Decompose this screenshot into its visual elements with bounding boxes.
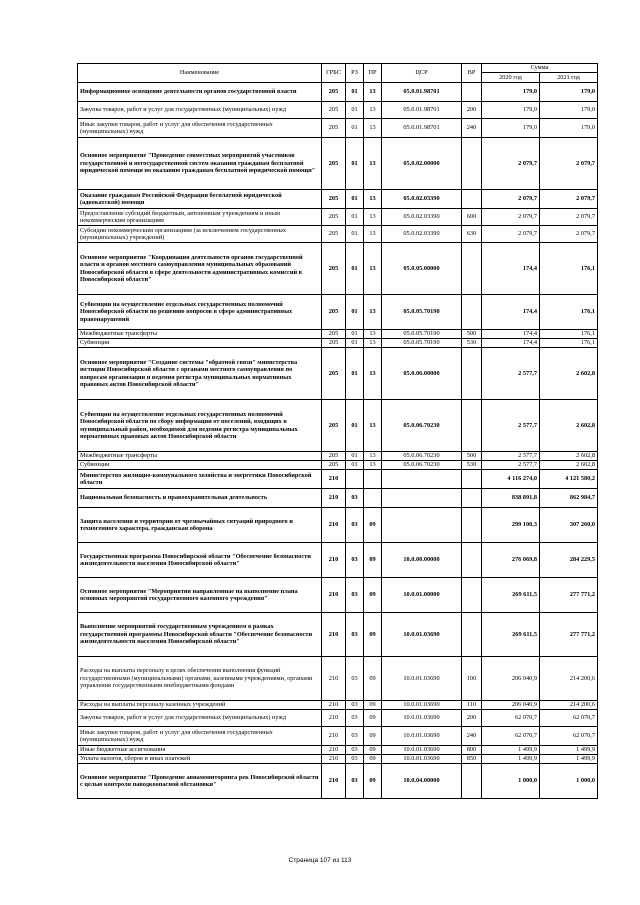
row-csr: 10.0.04.00000	[382, 764, 462, 799]
row-vr	[462, 295, 482, 330]
table-row	[78, 508, 598, 543]
header-csr: ЦСР	[382, 64, 462, 83]
row-name: Субвенции на осуществление отдельных государственных полномочий Новосибирской области по решению вопросов в сфере административных правонарушений	[78, 295, 322, 330]
row-grbs: 210	[322, 489, 346, 508]
row-vr: 200	[462, 710, 482, 727]
row-sum-2020: 2 079,7	[482, 209, 540, 226]
row-grbs: 205	[322, 190, 346, 209]
row-vr: 200	[462, 102, 482, 119]
row-pr: 13	[364, 452, 382, 461]
row-name: Национальная безопасность и правоохранительная деятельность	[78, 489, 322, 508]
header-vr: ВР	[462, 64, 482, 83]
row-rz: 01	[346, 138, 364, 190]
table-row	[78, 243, 598, 295]
row-sum-2021: 1 499,9	[540, 746, 598, 755]
row-name: Основное мероприятие "Координация деятельности органов государственной власти и органов местного самоуправления муниципальных образований Новосибирской области в сфере деятельности административных комиссий в Новосибирской области"	[78, 243, 322, 295]
row-pr: 13	[364, 119, 382, 138]
row-sum-2020: 838 891,8	[482, 489, 540, 508]
row-grbs: 210	[322, 578, 346, 613]
header-rz: РЗ	[346, 64, 364, 83]
row-grbs: 210	[322, 746, 346, 755]
row-pr: 13	[364, 102, 382, 119]
row-csr: 10.0.01.03690	[382, 727, 462, 746]
row-rz: 03	[346, 489, 364, 508]
row-rz: 03	[346, 543, 364, 578]
row-sum-2020: 179,0	[482, 102, 540, 119]
row-sum-2020: 2 079,7	[482, 226, 540, 243]
table-row	[78, 746, 598, 755]
row-sum-2021: 277 771,2	[540, 613, 598, 657]
row-pr: 13	[364, 348, 382, 400]
row-name: Субсидии некоммерческим организациям (за исключением государственных (муниципальных) учреждений)	[78, 226, 322, 243]
row-rz: 01	[346, 209, 364, 226]
row-pr: 09	[364, 727, 382, 746]
row-name: Межбюджетные трансферты	[78, 330, 322, 339]
row-name: Иные закупки товаров, работ и услуг для обеспечения государственных (муниципальных) нужд	[78, 119, 322, 138]
row-name: Информационное освещение деятельности органов государственной власти	[78, 83, 322, 102]
row-grbs: 205	[322, 348, 346, 400]
row-sum-2020: 1 499,9	[482, 755, 540, 764]
row-name: Межбюджетные трансферты	[78, 452, 322, 461]
header-pr: ПР	[364, 64, 382, 83]
table-row	[78, 400, 598, 452]
row-vr: 530	[462, 461, 482, 470]
table-row	[78, 755, 598, 764]
table-row	[78, 83, 598, 102]
table-row	[78, 190, 598, 209]
row-csr: 05.0.05.70190	[382, 339, 462, 348]
row-sum-2021: 2 602,8	[540, 461, 598, 470]
row-sum-2021: 176,1	[540, 295, 598, 330]
row-vr: 100	[462, 657, 482, 701]
row-rz: 01	[346, 295, 364, 330]
row-vr: 240	[462, 727, 482, 746]
row-csr: 10.0.01.03690	[382, 710, 462, 727]
row-sum-2020: 62 070,7	[482, 710, 540, 727]
row-grbs: 210	[322, 727, 346, 746]
table-row	[78, 727, 598, 746]
row-sum-2021: 62 070,7	[540, 710, 598, 727]
row-sum-2020: 206 040,9	[482, 657, 540, 701]
row-csr: 05.0.05.70190	[382, 330, 462, 339]
row-sum-2021: 2 079,7	[540, 209, 598, 226]
row-csr: 05.0.01.98701	[382, 119, 462, 138]
row-vr	[462, 138, 482, 190]
row-name: Выполнение мероприятий государственным учреждением в рамках государственной программы Новосибирской области "Обеспечение безопасности жизнедеятельности населения Новосибирской области"	[78, 613, 322, 657]
row-rz: 03	[346, 508, 364, 543]
row-csr: 10.0.00.00000	[382, 543, 462, 578]
row-csr: 10.0.01.03690	[382, 657, 462, 701]
row-name: Расходы на выплаты персоналу в целях обеспечения выполнения функций государственными (муниципальными) органами, казенными учреждениями, органами управления государственными внебюджетными фондами	[78, 657, 322, 701]
row-pr: 09	[364, 755, 382, 764]
row-csr	[382, 470, 462, 489]
row-sum-2021: 4 121 580,2	[540, 470, 598, 489]
row-grbs: 205	[322, 83, 346, 102]
row-name: Иные закупки товаров, работ и услуг для обеспечения государственных (муниципальных) нужд	[78, 727, 322, 746]
header-name: Наименование	[78, 64, 322, 83]
row-sum-2021: 1 000,0	[540, 764, 598, 799]
table-row	[78, 764, 598, 799]
row-rz: 01	[346, 243, 364, 295]
row-pr: 13	[364, 226, 382, 243]
row-csr: 05.0.06.70230	[382, 400, 462, 452]
row-rz: 01	[346, 330, 364, 339]
row-rz: 01	[346, 461, 364, 470]
row-vr	[462, 83, 482, 102]
row-sum-2021: 2 079,7	[540, 190, 598, 209]
table-row	[78, 613, 598, 657]
row-grbs: 210	[322, 470, 346, 489]
header-grbs: ГРБС	[322, 64, 346, 83]
row-grbs: 205	[322, 330, 346, 339]
row-csr: 05.0.06.70230	[382, 461, 462, 470]
row-pr: 13	[364, 400, 382, 452]
row-rz: 01	[346, 190, 364, 209]
table-row	[78, 102, 598, 119]
row-sum-2020: 179,0	[482, 83, 540, 102]
row-rz: 01	[346, 102, 364, 119]
row-sum-2021: 214 200,6	[540, 701, 598, 710]
row-grbs: 210	[322, 613, 346, 657]
row-name: Уплата налогов, сборов и иных платежей	[78, 755, 322, 764]
row-rz: 01	[346, 452, 364, 461]
row-pr: 13	[364, 339, 382, 348]
row-csr: 05.0.05.70190	[382, 295, 462, 330]
row-sum-2020: 4 116 274,0	[482, 470, 540, 489]
row-rz: 03	[346, 746, 364, 755]
row-grbs: 210	[322, 710, 346, 727]
table-row	[78, 710, 598, 727]
row-name: Закупка товаров, работ и услуг для государственных (муниципальных) нужд	[78, 710, 322, 727]
row-sum-2021: 62 070,7	[540, 727, 598, 746]
header-2021: 2021 год	[540, 73, 598, 83]
row-vr	[462, 243, 482, 295]
row-grbs: 205	[322, 209, 346, 226]
row-sum-2020: 1 499,9	[482, 746, 540, 755]
table-row	[78, 209, 598, 226]
row-csr: 05.0.02.03390	[382, 226, 462, 243]
row-vr	[462, 400, 482, 452]
row-name: Основное мероприятие "Проведение совместных мероприятий участников государственной и негосударственной систем оказания гражданам бесплатной юридической помощи по оказанию гражданам бесплатной юридической помощи"	[78, 138, 322, 190]
row-pr: 13	[364, 461, 382, 470]
row-csr: 05.0.01.98701	[382, 83, 462, 102]
row-sum-2020: 2 079,7	[482, 138, 540, 190]
row-sum-2020: 1 000,0	[482, 764, 540, 799]
row-name: Основное мероприятие "Создание системы "обратной связи" министерства юстиции Новосибирской области с органами местного самоуправления по вопросам организации и ведения регистра муниципальных нормативных правовых актов Новосибирской области"	[78, 348, 322, 400]
row-grbs: 205	[322, 243, 346, 295]
row-vr: 500	[462, 452, 482, 461]
row-pr: 13	[364, 209, 382, 226]
row-pr: 09	[364, 764, 382, 799]
row-csr: 05.0.02.03390	[382, 209, 462, 226]
row-pr: 09	[364, 710, 382, 727]
row-csr: 10.0.01.03690	[382, 755, 462, 764]
row-vr: 240	[462, 119, 482, 138]
row-rz: 03	[346, 764, 364, 799]
table-row	[78, 295, 598, 330]
row-sum-2021: 2 602,8	[540, 452, 598, 461]
row-name: Субвенции	[78, 339, 322, 348]
row-sum-2021: 284 229,5	[540, 543, 598, 578]
row-rz: 01	[346, 400, 364, 452]
table-row	[78, 138, 598, 190]
table-body	[78, 83, 598, 799]
row-sum-2021: 176,1	[540, 243, 598, 295]
row-sum-2020: 174,4	[482, 339, 540, 348]
header-sum: Сумма	[482, 64, 598, 73]
row-sum-2021: 307 260,0	[540, 508, 598, 543]
row-pr: 13	[364, 190, 382, 209]
row-csr: 05.0.06.00000	[382, 348, 462, 400]
budget-table	[77, 63, 598, 799]
row-pr: 13	[364, 138, 382, 190]
table-row	[78, 119, 598, 138]
row-sum-2020: 2 577,7	[482, 461, 540, 470]
row-rz: 01	[346, 226, 364, 243]
row-sum-2020: 276 069,8	[482, 543, 540, 578]
row-vr	[462, 543, 482, 578]
row-grbs: 210	[322, 508, 346, 543]
row-vr	[462, 470, 482, 489]
row-sum-2021: 176,1	[540, 339, 598, 348]
row-csr	[382, 508, 462, 543]
row-csr: 05.0.02.03390	[382, 190, 462, 209]
row-vr	[462, 578, 482, 613]
row-sum-2020: 2 079,7	[482, 190, 540, 209]
row-name: Предоставление субсидий бюджетным, автономным учреждениям и иным некоммерческим организациям	[78, 209, 322, 226]
row-sum-2021: 176,1	[540, 330, 598, 339]
table-row	[78, 348, 598, 400]
row-rz: 03	[346, 701, 364, 710]
table-row	[78, 701, 598, 710]
row-sum-2020: 2 577,7	[482, 348, 540, 400]
row-vr: 600	[462, 209, 482, 226]
row-name: Защита населения и территории от чрезвычайных ситуаций природного и техногенного характера, гражданская оборона	[78, 508, 322, 543]
row-rz: 03	[346, 613, 364, 657]
header-2020: 2020 год	[482, 73, 540, 83]
row-rz: 01	[346, 339, 364, 348]
row-name: Государственная программа Новосибирской области "Обеспечение безопасности жизнедеятельности населения Новосибирской области"	[78, 543, 322, 578]
row-vr	[462, 489, 482, 508]
row-pr: 13	[364, 243, 382, 295]
table-row	[78, 452, 598, 461]
row-csr: 10.0.01.03690	[382, 746, 462, 755]
row-vr: 850	[462, 755, 482, 764]
row-csr: 10.0.01.03690	[382, 701, 462, 710]
row-grbs: 205	[322, 226, 346, 243]
row-name: Основное мероприятие "Мероприятия направленные на выполнение плана основных мероприятий государственного казенного учреждения"	[78, 578, 322, 613]
row-rz: 01	[346, 119, 364, 138]
row-pr: 13	[364, 295, 382, 330]
row-sum-2021: 179,0	[540, 102, 598, 119]
row-grbs: 210	[322, 543, 346, 578]
row-pr	[364, 489, 382, 508]
row-rz	[346, 470, 364, 489]
row-sum-2020: 269 611,5	[482, 613, 540, 657]
row-csr: 10.0.01.03690	[382, 613, 462, 657]
row-vr: 630	[462, 226, 482, 243]
row-vr	[462, 508, 482, 543]
row-sum-2020: 62 070,7	[482, 727, 540, 746]
row-rz: 03	[346, 657, 364, 701]
row-name: Министерство жилищно-коммунального хозяйства и энергетики Новосибирской области	[78, 470, 322, 489]
row-sum-2020: 269 611,5	[482, 578, 540, 613]
row-grbs: 205	[322, 119, 346, 138]
row-pr: 09	[364, 543, 382, 578]
row-grbs: 205	[322, 138, 346, 190]
row-csr: 05.0.06.70230	[382, 452, 462, 461]
row-sum-2021: 2 602,8	[540, 400, 598, 452]
row-pr: 09	[364, 508, 382, 543]
row-pr: 09	[364, 578, 382, 613]
row-csr: 05.0.05.00000	[382, 243, 462, 295]
table-row	[78, 489, 598, 508]
row-sum-2020: 299 100,3	[482, 508, 540, 543]
table-row	[78, 226, 598, 243]
row-sum-2020: 2 577,7	[482, 452, 540, 461]
table-row	[78, 470, 598, 489]
row-sum-2020: 2 577,7	[482, 400, 540, 452]
row-csr	[382, 489, 462, 508]
row-vr: 530	[462, 339, 482, 348]
row-sum-2021: 2 079,7	[540, 138, 598, 190]
row-sum-2020: 179,0	[482, 119, 540, 138]
row-sum-2021: 214 200,6	[540, 657, 598, 701]
row-sum-2021: 1 499,9	[540, 755, 598, 764]
row-csr: 05.0.02.00000	[382, 138, 462, 190]
table-row	[78, 657, 598, 701]
row-name: Закупка товаров, работ и услуг для государственных (муниципальных) нужд	[78, 102, 322, 119]
row-grbs: 210	[322, 764, 346, 799]
row-rz: 01	[346, 83, 364, 102]
row-rz: 03	[346, 578, 364, 613]
row-vr	[462, 348, 482, 400]
table-row	[78, 330, 598, 339]
row-sum-2021: 2 602,8	[540, 348, 598, 400]
row-grbs: 205	[322, 295, 346, 330]
row-sum-2021: 277 771,2	[540, 578, 598, 613]
row-pr: 09	[364, 701, 382, 710]
row-vr	[462, 764, 482, 799]
row-pr	[364, 470, 382, 489]
row-name: Основное мероприятие "Проведение авиамониторинга рек Новосибирской области с целью контроля паводкоопасной обстановки"	[78, 764, 322, 799]
page-footer: Страница 107 из 113	[288, 857, 352, 864]
row-name: Оказание гражданам Российской Федерации бесплатной юридической (адвокатской) помощи	[78, 190, 322, 209]
row-vr: 110	[462, 701, 482, 710]
row-csr: 05.0.01.98701	[382, 102, 462, 119]
row-name: Расходы на выплаты персоналу казенных учреждений	[78, 701, 322, 710]
row-rz: 03	[346, 755, 364, 764]
row-name: Субвенции	[78, 461, 322, 470]
row-grbs: 205	[322, 452, 346, 461]
table-row	[78, 339, 598, 348]
row-grbs: 210	[322, 755, 346, 764]
row-grbs: 205	[322, 461, 346, 470]
table-row	[78, 543, 598, 578]
row-grbs: 210	[322, 701, 346, 710]
row-vr	[462, 190, 482, 209]
row-rz: 03	[346, 710, 364, 727]
row-sum-2020: 174,4	[482, 330, 540, 339]
row-sum-2021: 179,0	[540, 83, 598, 102]
row-grbs: 205	[322, 400, 346, 452]
row-vr: 500	[462, 330, 482, 339]
row-sum-2020: 174,4	[482, 295, 540, 330]
row-pr: 13	[364, 83, 382, 102]
row-grbs: 210	[322, 657, 346, 701]
row-rz: 03	[346, 727, 364, 746]
row-vr	[462, 613, 482, 657]
row-sum-2020: 174,4	[482, 243, 540, 295]
row-name: Иные бюджетные ассигнования	[78, 746, 322, 755]
row-sum-2020: 206 040,9	[482, 701, 540, 710]
row-csr: 10.0.01.00000	[382, 578, 462, 613]
table-row	[78, 578, 598, 613]
row-rz: 01	[346, 348, 364, 400]
row-grbs: 205	[322, 102, 346, 119]
row-pr: 13	[364, 330, 382, 339]
row-pr: 09	[364, 746, 382, 755]
row-grbs: 205	[322, 339, 346, 348]
row-sum-2021: 179,0	[540, 119, 598, 138]
row-vr: 800	[462, 746, 482, 755]
row-sum-2021: 2 079,7	[540, 226, 598, 243]
row-pr: 09	[364, 613, 382, 657]
row-sum-2021: 862 984,7	[540, 489, 598, 508]
row-pr: 09	[364, 657, 382, 701]
table-row	[78, 461, 598, 470]
row-name: Субвенции на осуществление отдельных государственных полномочий Новосибирской области по сбору информации от поселений, входящих в муниципальный район, необходимой для ведения регистра муниципальных нормативных правовых актов Новосибирской области	[78, 400, 322, 452]
